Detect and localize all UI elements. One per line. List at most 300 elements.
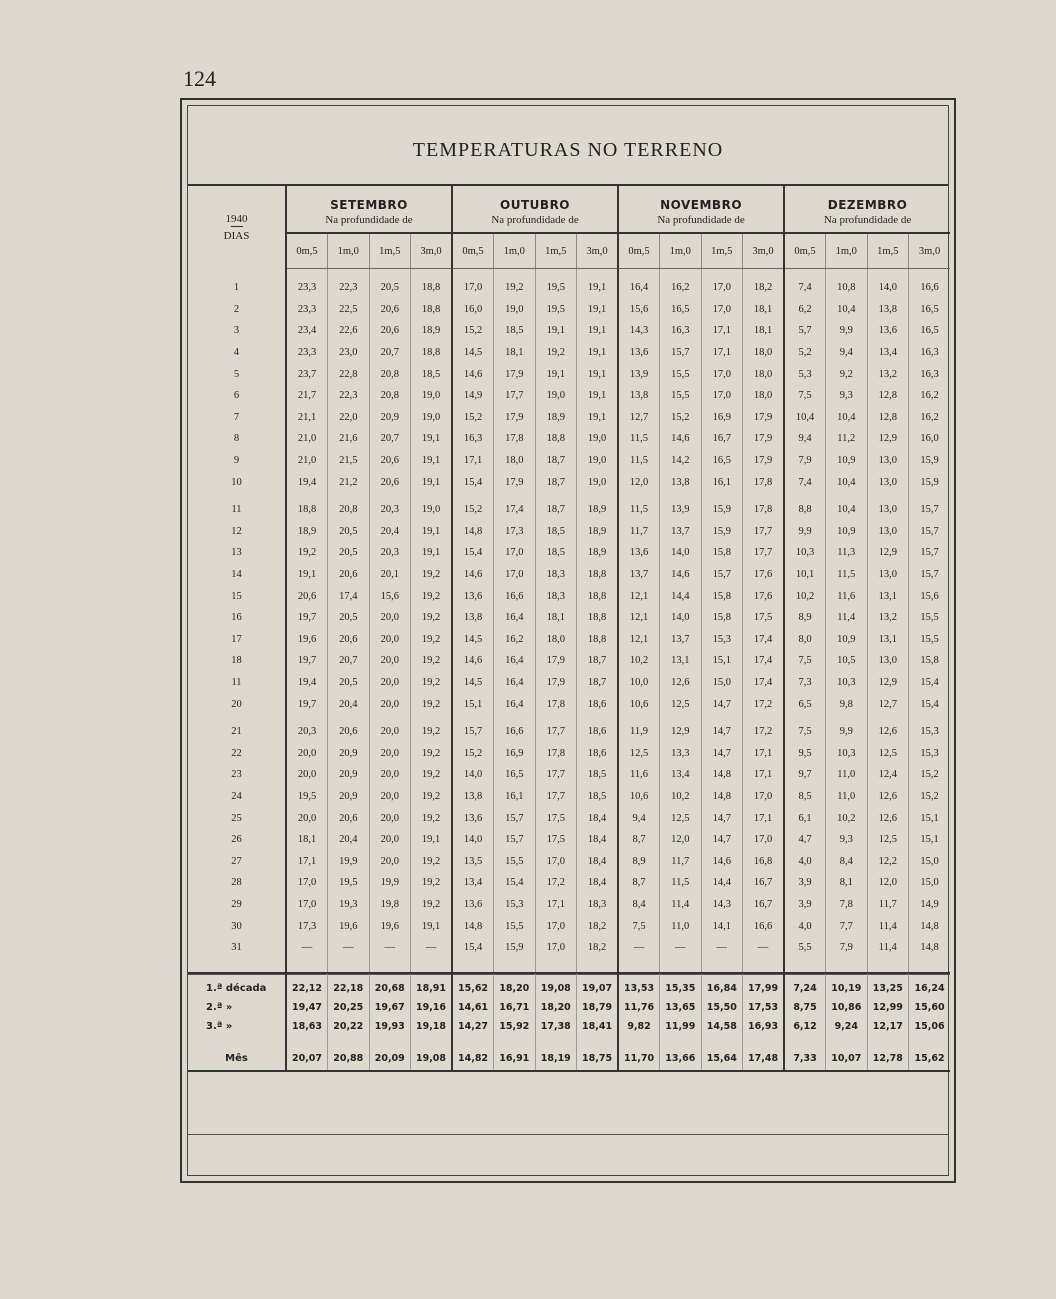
temp-value: 21,1 <box>286 407 328 429</box>
temp-value: 14,7 <box>701 693 743 715</box>
temp-value: 18,5 <box>577 764 619 786</box>
temp-value: 13,0 <box>867 564 909 586</box>
temp-value: 19,1 <box>577 269 619 299</box>
temp-value: 11,7 <box>618 521 660 543</box>
temp-value: 17,3 <box>494 521 536 543</box>
temp-value: 15,9 <box>701 521 743 543</box>
summary-value: 15,62 <box>909 1046 951 1071</box>
temp-value: 12,6 <box>867 721 909 743</box>
summary-value: 15,50 <box>701 998 743 1017</box>
summary-value: 15,60 <box>909 998 951 1017</box>
temp-value: 13,6 <box>452 807 494 829</box>
temp-value: 19,2 <box>411 650 453 672</box>
temp-value: 12,0 <box>660 829 702 851</box>
temp-value: 15,1 <box>909 829 951 851</box>
temp-value: 15,6 <box>909 585 951 607</box>
temp-value: 13,7 <box>660 629 702 651</box>
gap-cell <box>660 958 702 973</box>
temp-value: 13,6 <box>618 542 660 564</box>
summary-value: 17,38 <box>535 1017 577 1036</box>
table-row <box>188 450 950 472</box>
temp-value: 8,5 <box>784 786 826 808</box>
temp-value: 15,7 <box>909 564 951 586</box>
temp-value: 20,6 <box>369 471 411 493</box>
temp-value: 13,0 <box>867 471 909 493</box>
summary-spacer <box>188 1036 950 1046</box>
temp-value: 19,0 <box>577 428 619 450</box>
temp-value: 20,5 <box>328 607 370 629</box>
temp-value: 11,7 <box>867 894 909 916</box>
temp-value: 20,9 <box>328 764 370 786</box>
temp-value: 17,0 <box>701 363 743 385</box>
summary-value: 12,99 <box>867 998 909 1017</box>
depth-subtitle: Na profundidade de <box>452 214 618 233</box>
temp-value: 11,2 <box>826 428 868 450</box>
table-row <box>188 872 950 894</box>
temp-value: 11,4 <box>867 915 909 937</box>
table-row <box>188 894 950 916</box>
temp-value: 7,5 <box>784 650 826 672</box>
temp-value: 19,1 <box>577 320 619 342</box>
temp-value: 12,4 <box>867 764 909 786</box>
temp-value: 16,0 <box>909 428 951 450</box>
temp-value: 13,0 <box>867 650 909 672</box>
temp-value: 19,3 <box>328 894 370 916</box>
summary-value: 12,78 <box>867 1046 909 1071</box>
temp-value: 11,3 <box>826 542 868 564</box>
temp-value: 13,0 <box>867 499 909 521</box>
table-row <box>188 407 950 429</box>
temp-value: 20,0 <box>369 742 411 764</box>
temp-value: 8,7 <box>618 872 660 894</box>
day-number: 22 <box>231 747 242 759</box>
gap-cell <box>784 958 826 973</box>
temp-value: 14,4 <box>660 585 702 607</box>
temp-value: 17,1 <box>286 850 328 872</box>
temp-value: 13,8 <box>660 471 702 493</box>
temp-value: 14,4 <box>701 872 743 894</box>
temp-value: 14,3 <box>701 894 743 916</box>
summary-value: 18,20 <box>535 998 577 1017</box>
temp-value: 17,8 <box>494 428 536 450</box>
temp-value: 11,7 <box>660 850 702 872</box>
temp-value: 13,7 <box>660 521 702 543</box>
temp-value: 5,5 <box>784 937 826 959</box>
gap-cell <box>188 958 286 973</box>
temp-value: 22,5 <box>328 299 370 321</box>
temp-value: 19,1 <box>535 320 577 342</box>
temp-value: 18,9 <box>577 542 619 564</box>
temp-value: 20,6 <box>286 585 328 607</box>
summary-value: 18,79 <box>577 998 619 1017</box>
temp-value: 10,2 <box>826 807 868 829</box>
temp-value: — <box>743 937 785 959</box>
temp-value: 17,8 <box>743 471 785 493</box>
temp-value: 19,2 <box>535 342 577 364</box>
temp-value: 13,1 <box>660 650 702 672</box>
gap-cell <box>784 1036 826 1046</box>
temp-value: 8,0 <box>784 629 826 651</box>
temp-value: 18,4 <box>577 829 619 851</box>
temp-value: 20,3 <box>286 721 328 743</box>
summary-value: 19,16 <box>411 998 453 1017</box>
temp-value: 21,5 <box>328 450 370 472</box>
temp-value: 19,2 <box>411 585 453 607</box>
table-row <box>188 299 950 321</box>
temp-value: 8,4 <box>826 850 868 872</box>
gap-cell <box>577 1036 619 1046</box>
temp-value: 18,9 <box>577 521 619 543</box>
day-number: 23 <box>231 769 242 781</box>
depth-label: 0m,5 <box>452 233 494 269</box>
temp-value: 13,8 <box>452 786 494 808</box>
temp-value: 20,8 <box>369 385 411 407</box>
summary-value: 11,76 <box>618 998 660 1017</box>
temp-value: 10,4 <box>826 499 868 521</box>
temp-value: 9,5 <box>784 742 826 764</box>
summary-value: 20,07 <box>286 1046 328 1071</box>
temp-value: 15,0 <box>909 850 951 872</box>
temp-value: 19,1 <box>411 829 453 851</box>
temp-value: 11,5 <box>826 564 868 586</box>
temp-value: 19,1 <box>411 915 453 937</box>
temp-value: 15,3 <box>494 894 536 916</box>
temp-value: 14,3 <box>618 320 660 342</box>
temp-value: 15,3 <box>909 742 951 764</box>
temp-value: 5,3 <box>784 363 826 385</box>
summary-value: 10,86 <box>826 998 868 1017</box>
gap-cell <box>826 1036 868 1046</box>
day-number: 11 <box>231 676 242 688</box>
month-name-dezembro: DEZEMBRO <box>784 186 950 214</box>
summary-value: 19,08 <box>411 1046 453 1071</box>
temp-value: 10,4 <box>784 407 826 429</box>
gap-cell <box>494 958 536 973</box>
temp-value: 19,1 <box>411 521 453 543</box>
gap-cell <box>743 958 785 973</box>
temp-value: 19,2 <box>411 894 453 916</box>
day-number: 9 <box>233 455 240 467</box>
gap-cell <box>286 958 328 973</box>
temp-value: 19,0 <box>577 450 619 472</box>
temp-value: 17,5 <box>743 607 785 629</box>
temp-value: 14,5 <box>452 342 494 364</box>
temp-value: 23,3 <box>286 299 328 321</box>
temp-value: 20,6 <box>328 721 370 743</box>
temp-value: 20,0 <box>369 850 411 872</box>
temp-value: 18,7 <box>535 499 577 521</box>
day-number: 7 <box>233 411 240 423</box>
temp-value: 14,0 <box>660 607 702 629</box>
gap-cell <box>909 1036 951 1046</box>
depth-label: 0m,5 <box>618 233 660 269</box>
temp-value: 17,1 <box>743 742 785 764</box>
depth-subtitle: Na profundidade de <box>618 214 784 233</box>
temp-value: 19,5 <box>535 269 577 299</box>
summary-value: 14,61 <box>452 998 494 1017</box>
day-number: 27 <box>231 855 242 867</box>
depth-label: 3m,0 <box>909 233 951 269</box>
temp-value: 18,3 <box>535 564 577 586</box>
temp-value: 16,9 <box>701 407 743 429</box>
temp-value: 17,6 <box>743 585 785 607</box>
temp-value: 13,3 <box>660 742 702 764</box>
temp-value: 15,5 <box>494 915 536 937</box>
table-row <box>188 850 950 872</box>
summary-value: 15,35 <box>660 979 702 998</box>
gap-cell <box>494 1036 536 1046</box>
temp-value: 19,2 <box>411 607 453 629</box>
temp-value: 20,7 <box>369 342 411 364</box>
depth-label: 1m,5 <box>535 233 577 269</box>
temp-value: 17,9 <box>743 450 785 472</box>
temp-value: 18,0 <box>494 450 536 472</box>
temp-value: 15,8 <box>701 607 743 629</box>
summary-value: 18,91 <box>411 979 453 998</box>
table-row <box>188 829 950 851</box>
gap-cell <box>867 1036 909 1046</box>
temp-value: 17,4 <box>743 672 785 694</box>
temp-value: 18,0 <box>743 363 785 385</box>
temp-value: 14,8 <box>909 937 951 959</box>
summary-value: 13,25 <box>867 979 909 998</box>
table-row <box>188 471 950 493</box>
temp-value: 15,2 <box>909 786 951 808</box>
gap-cell <box>618 1036 660 1046</box>
temp-value: 15,8 <box>701 542 743 564</box>
temp-value: 14,8 <box>909 915 951 937</box>
temp-value: — <box>328 937 370 959</box>
temp-value: 14,8 <box>452 521 494 543</box>
temp-value: 20,5 <box>328 521 370 543</box>
temp-value: 7,3 <box>784 672 826 694</box>
temp-value: 10,5 <box>826 650 868 672</box>
temp-value: 20,4 <box>369 521 411 543</box>
temp-value: 17,4 <box>743 650 785 672</box>
temp-value: 17,0 <box>743 829 785 851</box>
temp-value: 15,7 <box>494 807 536 829</box>
temp-value: 20,6 <box>328 629 370 651</box>
temp-value: 8,4 <box>618 894 660 916</box>
table-frame <box>180 98 956 1183</box>
temp-value: — <box>660 937 702 959</box>
temp-value: 20,1 <box>369 564 411 586</box>
gap-cell <box>286 1036 328 1046</box>
temp-value: 15,2 <box>452 407 494 429</box>
summary-value: 13,66 <box>660 1046 702 1071</box>
temp-value: 11,5 <box>618 499 660 521</box>
temp-value: 9,4 <box>618 807 660 829</box>
temp-value: 20,5 <box>328 542 370 564</box>
temp-value: 16,3 <box>660 320 702 342</box>
temp-value: 18,8 <box>286 499 328 521</box>
summary-value: 16,84 <box>701 979 743 998</box>
temp-value: 11,6 <box>618 764 660 786</box>
temp-value: 21,0 <box>286 428 328 450</box>
temp-value: 5,7 <box>784 320 826 342</box>
summary-value: 14,27 <box>452 1017 494 1036</box>
day-number: 30 <box>231 920 242 932</box>
temp-value: 18,8 <box>577 564 619 586</box>
temp-value: 15,7 <box>701 564 743 586</box>
depth-label: 1m,5 <box>867 233 909 269</box>
temp-value: 17,9 <box>535 672 577 694</box>
day-number: 24 <box>231 790 242 802</box>
table-row <box>188 342 950 364</box>
depth-label: 1m,0 <box>494 233 536 269</box>
day-number: 15 <box>231 590 242 602</box>
day-number: 16 <box>231 612 242 624</box>
temp-value: 16,6 <box>743 915 785 937</box>
temp-value: 17,0 <box>701 299 743 321</box>
table-row <box>188 564 950 586</box>
temp-value: 19,1 <box>577 299 619 321</box>
temp-value: 15,7 <box>909 542 951 564</box>
temp-value: 16,5 <box>660 299 702 321</box>
temp-value: 11,0 <box>826 764 868 786</box>
temp-value: 12,5 <box>867 742 909 764</box>
depth-label: 3m,0 <box>743 233 785 269</box>
temp-value: 15,1 <box>701 650 743 672</box>
temp-value: 13,2 <box>867 607 909 629</box>
month-header-row <box>188 186 950 214</box>
summary-value: 14,58 <box>701 1017 743 1036</box>
temp-value: 19,5 <box>328 872 370 894</box>
temp-value: 17,1 <box>452 450 494 472</box>
temp-value: 20,6 <box>328 564 370 586</box>
temp-value: 15,9 <box>494 937 536 959</box>
temp-value: 16,7 <box>743 894 785 916</box>
temp-value: 8,9 <box>784 607 826 629</box>
temp-value: 22,3 <box>328 269 370 299</box>
temp-value: 18,2 <box>577 915 619 937</box>
temp-value: 15,2 <box>660 407 702 429</box>
temp-value: 7,8 <box>826 894 868 916</box>
temp-value: 19,2 <box>411 693 453 715</box>
temp-value: 7,7 <box>826 915 868 937</box>
temp-value: 8,8 <box>784 499 826 521</box>
temp-value: 20,8 <box>328 499 370 521</box>
temp-value: 16,7 <box>701 428 743 450</box>
day-number: 20 <box>231 698 242 710</box>
table-row <box>188 742 950 764</box>
temp-value: 17,2 <box>743 693 785 715</box>
temp-value: — <box>369 937 411 959</box>
temp-value: 12,8 <box>867 407 909 429</box>
summary-value: 9,82 <box>618 1017 660 1036</box>
temp-value: 20,6 <box>328 807 370 829</box>
temp-value: 19,2 <box>411 721 453 743</box>
table-row <box>188 320 950 342</box>
temp-value: 23,7 <box>286 363 328 385</box>
temp-value: 12,5 <box>660 807 702 829</box>
temp-value: 19,2 <box>411 564 453 586</box>
temp-value: 20,0 <box>369 629 411 651</box>
temp-value: 18,6 <box>577 742 619 764</box>
temp-value: 10,9 <box>826 450 868 472</box>
gap-cell <box>826 958 868 973</box>
temp-value: 12,6 <box>867 807 909 829</box>
temp-value: 15,5 <box>909 629 951 651</box>
summary-value: 19,08 <box>535 979 577 998</box>
temp-value: 6,5 <box>784 693 826 715</box>
summary-value: 13,65 <box>660 998 702 1017</box>
table-row <box>188 363 950 385</box>
temp-value: 21,6 <box>328 428 370 450</box>
depth-label: 1m,0 <box>660 233 702 269</box>
temp-value: 10,4 <box>826 407 868 429</box>
temp-value: 15,5 <box>660 363 702 385</box>
temp-value: 19,1 <box>411 428 453 450</box>
temp-value: 11,9 <box>618 721 660 743</box>
temp-value: 15,7 <box>452 721 494 743</box>
temp-value: 23,3 <box>286 342 328 364</box>
temp-value: 15,7 <box>660 342 702 364</box>
table-row <box>188 542 950 564</box>
temp-value: 14,6 <box>452 363 494 385</box>
temp-value: 19,1 <box>411 542 453 564</box>
temp-value: 9,3 <box>826 829 868 851</box>
temp-value: 18,1 <box>494 342 536 364</box>
temp-value: 20,0 <box>369 672 411 694</box>
temp-value: 13,6 <box>452 585 494 607</box>
temp-value: 14,8 <box>452 915 494 937</box>
summary-value: 10,07 <box>826 1046 868 1071</box>
temperature-table <box>188 186 950 1072</box>
summary-value: 18,75 <box>577 1046 619 1071</box>
temp-value: 15,9 <box>909 450 951 472</box>
temp-value: 7,5 <box>618 915 660 937</box>
temp-value: 18,8 <box>411 299 453 321</box>
temp-value: 19,7 <box>286 693 328 715</box>
temp-value: 9,9 <box>826 320 868 342</box>
summary-value: 19,07 <box>577 979 619 998</box>
temp-value: 18,5 <box>535 521 577 543</box>
temp-value: 20,9 <box>369 407 411 429</box>
temp-value: 16,4 <box>494 672 536 694</box>
temp-value: 17,1 <box>701 342 743 364</box>
table-row <box>188 428 950 450</box>
gap-cell <box>535 1036 577 1046</box>
temp-value: 17,0 <box>743 786 785 808</box>
gap-cell <box>411 958 453 973</box>
temp-value: 7,9 <box>784 450 826 472</box>
temp-value: 18,1 <box>535 607 577 629</box>
temp-value: 19,2 <box>411 742 453 764</box>
temp-value: 17,6 <box>743 564 785 586</box>
temp-value: 13,4 <box>660 764 702 786</box>
temp-value: 16,6 <box>494 721 536 743</box>
temp-value: — <box>701 937 743 959</box>
temp-value: 17,0 <box>535 850 577 872</box>
temp-value: 23,4 <box>286 320 328 342</box>
gap-cell <box>909 958 951 973</box>
temp-value: 16,4 <box>494 693 536 715</box>
temp-value: 17,0 <box>701 385 743 407</box>
temp-value: 16,9 <box>494 742 536 764</box>
day-number: 26 <box>231 834 242 846</box>
temp-value: 19,1 <box>411 471 453 493</box>
temp-value: 14,9 <box>452 385 494 407</box>
temp-value: 19,1 <box>577 385 619 407</box>
table-row <box>188 915 950 937</box>
temp-value: 10,4 <box>826 299 868 321</box>
summary-value: 15,62 <box>452 979 494 998</box>
temp-value: 16,4 <box>618 269 660 299</box>
temp-value: 10,3 <box>826 672 868 694</box>
temp-value: 19,1 <box>577 342 619 364</box>
summary-value: 20,22 <box>328 1017 370 1036</box>
